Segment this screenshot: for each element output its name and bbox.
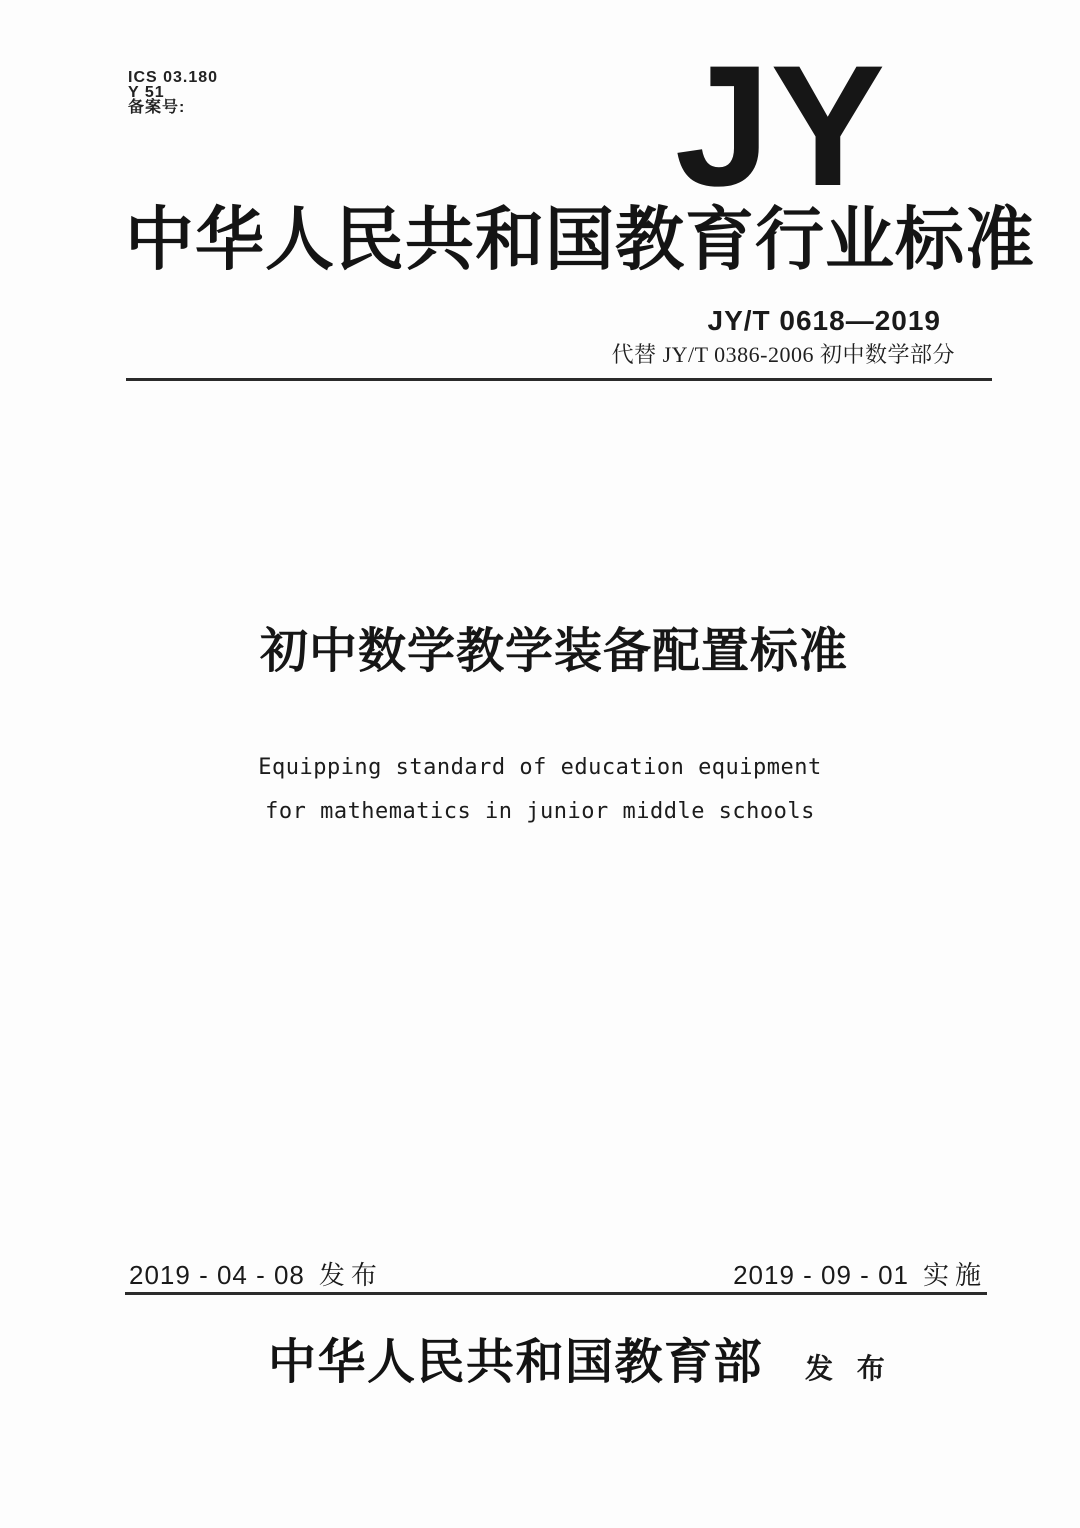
document-title: 初中数学教学装备配置标准 — [259, 625, 848, 678]
classification-code: Y 51 — [128, 84, 165, 101]
ics-code: ICS 03.180 — [128, 69, 219, 86]
meta-block — [128, 70, 218, 115]
header-divider-line — [126, 378, 992, 381]
standard-title: 中华人民共和国教育行业标准 — [125, 202, 1035, 278]
issue-date-group — [129, 1260, 383, 1290]
issuer-action-label: 发 布 — [805, 1353, 893, 1384]
issuer-row — [268, 1337, 893, 1389]
english-title-line1: Equipping standard of education equipment — [258, 755, 822, 780]
replaces-note: 代替 JY/T 0386-2006 初中数学部分 — [611, 342, 955, 367]
record-number-label: 备案号: — [128, 99, 186, 116]
standard-number: JY/T 0618—2019 — [707, 305, 941, 336]
implement-date: 2019 - 09 - 01 — [733, 1260, 909, 1290]
jy-logo: JY — [674, 30, 886, 222]
issuer-name: 中华人民共和国教育部 — [268, 1336, 764, 1389]
english-title-line2: for mathematics in junior middle schools — [265, 799, 815, 824]
implement-date-group — [733, 1260, 987, 1290]
issue-date-label: 发布 — [318, 1260, 383, 1290]
footer-divider-line — [125, 1292, 987, 1295]
issue-date: 2019 - 04 - 08 — [129, 1260, 305, 1290]
implement-date-label: 实施 — [922, 1260, 987, 1290]
